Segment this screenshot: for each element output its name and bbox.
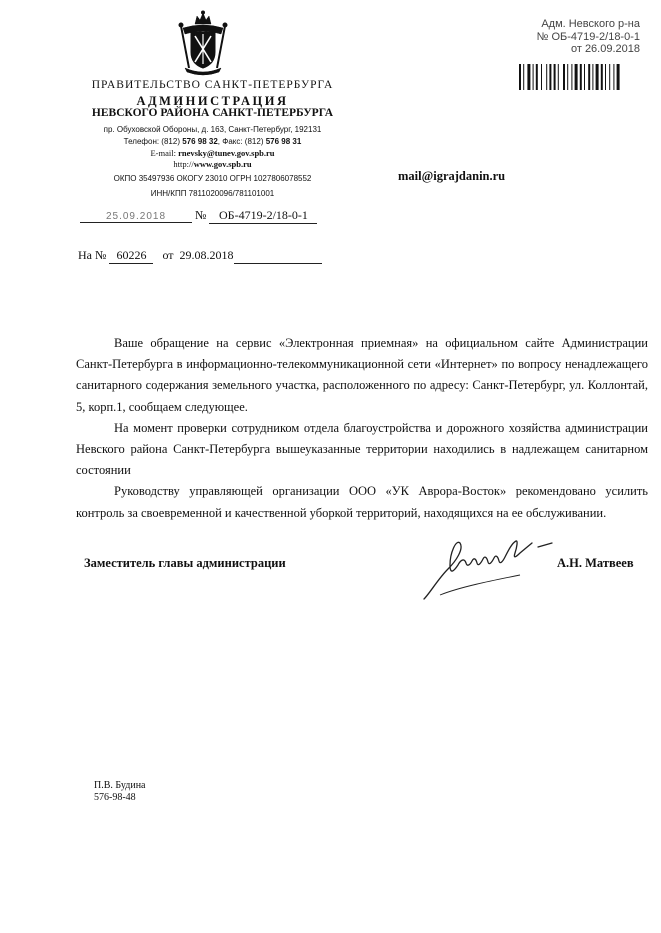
- email-label: E-mail:: [150, 148, 179, 158]
- fax-label: , Факс: (812): [217, 137, 266, 146]
- stamp-org: Адм. Невского р-на: [541, 18, 640, 30]
- website-prefix: http://: [173, 159, 194, 169]
- incoming-date-underline: [234, 248, 322, 264]
- paragraph-2: На момент проверки сотрудником отдела благоустройства и дорожного хозяйства администрации Невского района Санкт-Петербурга вышеуказанные территории находились в надлежащем санитарном состоянии: [76, 420, 648, 478]
- barcode-bar: [567, 64, 568, 90]
- barcode-bar: [523, 64, 524, 90]
- outgoing-number-label: №: [195, 208, 207, 222]
- barcode-bar: [519, 64, 521, 90]
- paragraph-3: Руководству управляющей организации ООО «УК Аврора-Восток» рекомендовано усилить контроль за своевременной и качественной уборкой территорий, находящихся на ее обслуживании.: [76, 484, 648, 520]
- letter-body: [76, 333, 648, 524]
- barcode-bar: [588, 64, 590, 90]
- coat-of-arms-emblem: [175, 10, 231, 76]
- incoming-prefix: На №: [78, 248, 107, 262]
- government-title: ПРАВИТЕЛЬСТВО САНКТ-ПЕТЕРБУРГА: [91, 79, 334, 91]
- inn-kpp: ИНН/КПП 7811020096/781101001: [150, 189, 275, 198]
- barcode-bar: [617, 64, 620, 90]
- incoming-reference: [78, 248, 322, 264]
- incoming-number: 60226: [109, 248, 153, 264]
- barcode-bar: [536, 64, 538, 90]
- stamp-date: от 26.09.2018: [570, 43, 640, 55]
- signatory-title: Заместитель главы администрации: [84, 556, 286, 570]
- barcode-bar: [549, 64, 551, 90]
- barcode-bar: [596, 64, 599, 90]
- barcode-bar: [571, 64, 572, 90]
- barcode-bar: [605, 64, 606, 90]
- incoming-from-label: от: [162, 248, 174, 262]
- barcode-bar: [558, 64, 559, 90]
- office-email: rnevsky@tunev.gov.spb.ru: [178, 148, 275, 158]
- executor-phone: 576-98-48: [94, 792, 136, 803]
- barcode-bar: [554, 64, 556, 90]
- handwritten-signature: [420, 535, 560, 603]
- barcode-icon: [519, 64, 640, 90]
- address-line: пр. Обуховской Обороны, д. 163, Санкт-Петербург, 192131: [103, 125, 322, 134]
- outgoing-date: 25.09.2018: [80, 211, 192, 223]
- phone-line: [60, 137, 365, 146]
- barcode-bar: [541, 64, 542, 90]
- website: www.gov.spb.ru: [193, 159, 252, 169]
- phone-number: 576 98 32: [182, 137, 218, 146]
- outgoing-reference: [80, 208, 317, 224]
- barcode-bar: [563, 64, 565, 90]
- registration-stamp: [500, 18, 640, 56]
- barcode-bar: [601, 64, 603, 90]
- administration-title: АДМИНИСТРАЦИЯ: [136, 94, 289, 108]
- recipient-email: mail@igrajdanin.ru: [398, 169, 506, 183]
- fax-number: 576 98 31: [265, 137, 302, 146]
- executor-block: [94, 780, 145, 804]
- stamp-number: № ОБ-4719-2/18-0-1: [536, 30, 640, 43]
- outgoing-number: ОБ-4719-2/18-0-1: [209, 208, 317, 224]
- barcode-bar: [546, 64, 547, 90]
- incoming-date: 29.08.2018: [179, 248, 234, 262]
- district-title: НЕВСКОГО РАЙОНА САНКТ-ПЕТЕРБУРГА: [91, 107, 334, 119]
- barcode-bar: [584, 64, 585, 90]
- barcode-bar: [533, 64, 534, 90]
- barcode-bar: [527, 64, 530, 90]
- barcode-bar: [592, 64, 593, 90]
- barcode-bar: [580, 64, 582, 90]
- email-line: [60, 148, 365, 158]
- signatory-name: А.Н. Матвеев: [557, 556, 634, 570]
- paragraph-1: Ваше обращение на сервис «Электронная приемная» на официальном сайте Администрации Санкт-Петербурга в информационно-телекоммуникационной сети «Интернет» по вопросу ненадлежащего санитарного содержания земельного участка, расположенного по адресу: Санкт-Петербург, ул. Коллонтай, 5, корп.1, сообщаем следующее.: [76, 336, 648, 414]
- website-line: [60, 159, 365, 169]
- phone-label: Телефон: (812): [123, 137, 183, 146]
- executor-name: П.В. Будина: [94, 780, 146, 791]
- barcode-bar: [613, 64, 614, 90]
- barcode-bar: [575, 64, 578, 90]
- barcode-bar: [609, 64, 610, 90]
- registry-codes: ОКПО 35497936 ОКОГУ 23010 ОГРН 1027806078552: [113, 174, 312, 183]
